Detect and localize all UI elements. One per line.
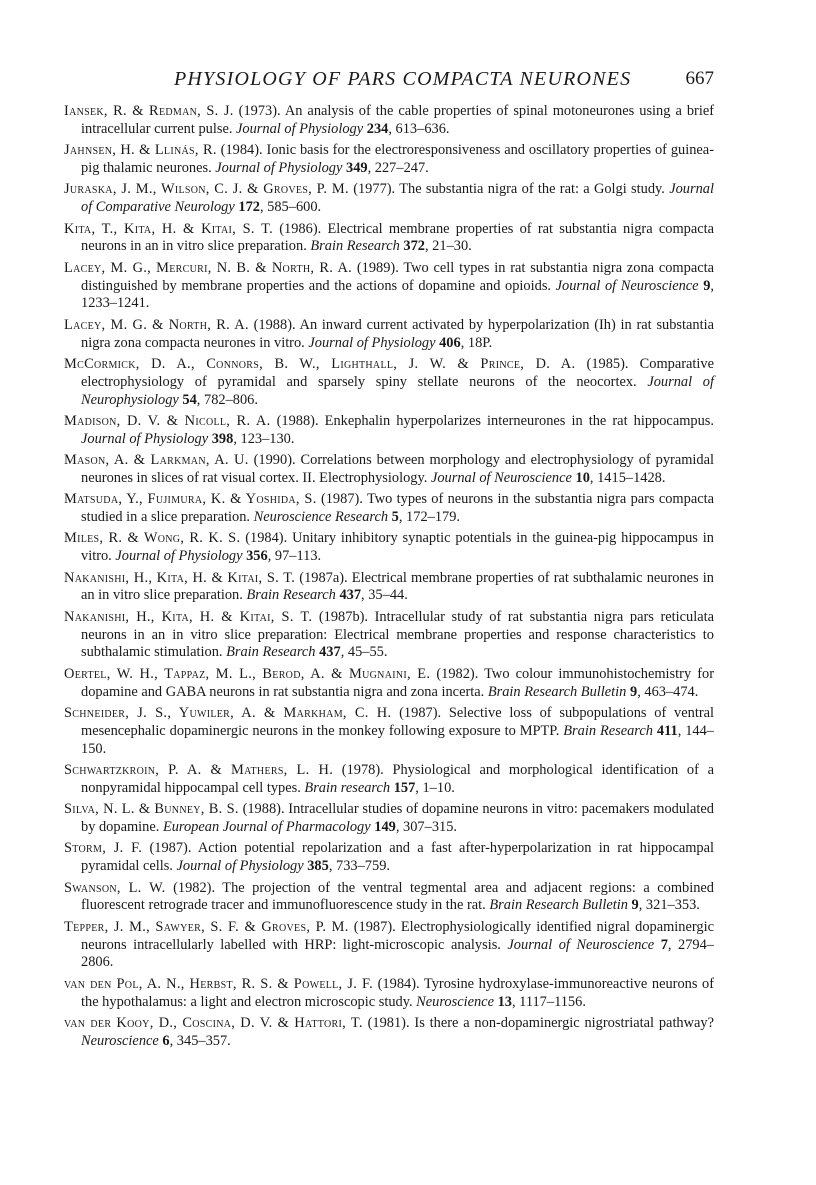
reference-volume: 149	[374, 818, 396, 835]
reference-pages: , 1233–1241.	[81, 277, 714, 312]
reference-entry-9	[64, 452, 714, 488]
reference-entry-20	[64, 919, 714, 972]
reference-text: (1986). Electrical membrane properties of rat substantia nigra compacta neurons in an in vitro slice preparation.	[81, 220, 714, 255]
running-title: PHYSIOLOGY OF PARS COMPACTA NEURONES	[174, 68, 632, 90]
reference-volume: 54	[182, 391, 197, 408]
reference-journal: Brain research	[304, 779, 391, 796]
reference-authors: Schneider, J. S., Yuwiler, A. & Markham, C. H.	[64, 705, 392, 722]
reference-volume: 437	[319, 644, 341, 661]
reference-text: (1987). Electrophysiologically identified nigral dopaminergic neurons intracellularly labelled with HRP: light-microscopic analysis.	[81, 918, 714, 953]
reference-text: (1981). Is there a non-dopaminergic nigrostriatal pathway?	[362, 1014, 714, 1031]
reference-volume: 411	[656, 722, 678, 739]
reference-authors: Miles, R. & Wong, R. K. S.	[64, 530, 241, 547]
page-header	[60, 68, 714, 98]
reference-entry-5	[64, 260, 714, 313]
reference-text: (1987). Action potential repolarization and a fast after-hyperpolarization in rat hippocampal pyramidal cells.	[81, 840, 714, 875]
reference-journal: Journal of Neuroscience	[507, 936, 655, 953]
reference-authors: Madison, D. V. & Nicoll, R. A.	[64, 412, 271, 429]
reference-pages: , 2794–2806.	[81, 936, 714, 971]
reference-pages: , 172–179.	[398, 509, 461, 526]
reference-authors: van den Pol, A. N., Herbst, R. S. & Powell, J. F.	[64, 975, 374, 992]
reference-text: (1984). Unitary inhibitory synaptic potentials in the guinea-pig hippocampus in vitro.	[81, 530, 714, 565]
reference-pages: , 21–30.	[424, 238, 472, 255]
reference-text: (1987b). Intracellular study of rat substantia nigra pars reticulata neurons in an in vitro slice preparation: Electrical membrane properties and response characteristics to subthalamic stimulation.	[81, 608, 714, 661]
reference-volume: 10	[575, 469, 590, 486]
reference-authors: Iansek, R. & Redman, S. J.	[64, 103, 234, 119]
reference-pages: , 144–150.	[81, 722, 714, 757]
reference-entry-13	[64, 609, 714, 662]
reference-journal: Brain Research	[563, 722, 653, 739]
reference-journal: Journal of Physiology	[215, 159, 343, 176]
reference-authors: Kita, T., Kita, H. & Kitai, S. T.	[64, 220, 273, 237]
reference-volume: 356	[246, 548, 268, 565]
reference-journal: Journal of Neurophysiology	[81, 373, 714, 408]
reference-journal: Journal of Neuroscience	[555, 277, 699, 294]
reference-authors: Mason, A. & Larkman, A. U.	[64, 452, 249, 469]
reference-pages: , 123–130.	[233, 430, 295, 447]
reference-pages: , 307–315.	[395, 818, 458, 835]
reference-pages: , 97–113.	[267, 548, 322, 565]
reference-journal: Journal of Physiology	[81, 430, 209, 447]
reference-entry-17	[64, 801, 714, 837]
reference-volume: 9	[703, 277, 711, 294]
reference-pages: , 782–806.	[196, 391, 258, 408]
reference-pages: , 18P.	[460, 334, 493, 351]
reference-entry-22	[64, 1015, 714, 1051]
reference-volume: 5	[391, 509, 399, 526]
reference-authors: McCormick, D. A., Connors, B. W., Lighthall, J. W. & Prince, D. A.	[64, 355, 576, 372]
reference-text: (1990). Correlations between morphology and electrophysiology of pyramidal neurones in slices of rat visual cortex. II. Electrophysiology.	[81, 452, 714, 486]
reference-journal: Brain Research Bulletin	[487, 683, 627, 700]
reference-text: (1982). Two colour immunohistochemistry for dopamine and GABA neurons in rat substantia nigra and zona incerta.	[81, 665, 714, 700]
reference-entry-1	[64, 103, 714, 139]
reference-volume: 6	[162, 1032, 170, 1049]
reference-pages: , 463–474.	[637, 683, 699, 700]
reference-authors: van der Kooy, D., Coscina, D. V. & Hattori, T.	[64, 1014, 363, 1031]
reference-volume: 437	[339, 587, 362, 604]
reference-pages: , 345–357.	[169, 1032, 231, 1049]
reference-entry-16	[64, 762, 714, 798]
reference-authors: Oertel, W. H., Tappaz, M. L., Berod, A. & Mugnaini, E.	[64, 665, 431, 682]
reference-entry-4	[64, 221, 714, 257]
reference-volume: 406	[439, 334, 461, 351]
reference-pages: , 45–55.	[340, 644, 388, 661]
reference-journal: Journal of Physiology	[236, 120, 364, 137]
reference-text: (1982). The projection of the ventral tegmental area and adjacent regions: a combined fluorescent retrograde tracer and immunofluorescence study in the rat.	[81, 879, 714, 914]
reference-authors: Silva, N. L. & Bunney, B. S.	[64, 801, 239, 818]
reference-text: (1987). Two types of neurons in the substantia nigra pars compacta studied in a slice preparation.	[81, 491, 714, 526]
reference-journal: Brain Research Bulletin	[489, 897, 628, 914]
reference-pages: , 1117–1156.	[511, 993, 586, 1010]
reference-text: (1973). An analysis of the cable properties of spinal motoneurones using a brief intracellular current pulse.	[81, 103, 715, 137]
page-number: 667	[685, 68, 714, 89]
reference-text: (1985). Comparative electrophysiology of pyramidal and sparsely spiny stellate neurons of the neocortex.	[81, 355, 714, 390]
reference-volume: 385	[307, 858, 329, 875]
reference-authors: Jahnsen, H. & Llinás, R.	[64, 142, 217, 159]
reference-journal: Journal of Neuroscience	[430, 469, 572, 486]
reference-volume: 9	[631, 897, 639, 914]
reference-journal: Journal of Physiology	[176, 858, 304, 875]
reference-authors: Nakanishi, H., Kita, H. & Kitai, S. T.	[64, 608, 313, 625]
reference-journal: Neuroscience	[81, 1032, 159, 1049]
reference-authors: Matsuda, Y., Fujimura, K. & Yoshida, S.	[64, 491, 317, 508]
reference-volume: 157	[393, 779, 416, 796]
reference-entry-6	[64, 317, 714, 353]
reference-volume: 172	[238, 199, 260, 216]
reference-journal: Brain Research	[310, 238, 400, 255]
reference-text: (1988). An inward current activated by hyperpolarization (Ih) in rat substantia nigra zona compacta neurones in vitro.	[81, 316, 714, 351]
reference-pages: , 1–10.	[415, 779, 455, 796]
reference-entry-12	[64, 570, 714, 606]
reference-pages: , 35–44.	[361, 587, 408, 604]
reference-list	[64, 103, 714, 1054]
reference-entry-14	[64, 666, 714, 702]
reference-authors: Lacey, M. G. & North, R. A.	[64, 316, 249, 333]
reference-volume: 13	[497, 993, 512, 1010]
reference-volume: 349	[346, 159, 368, 176]
reference-text: (1977). The substantia nigra of the rat: a Golgi study.	[348, 181, 670, 198]
reference-authors: Tepper, J. M., Sawyer, S. F. & Groves, P. M.	[64, 918, 349, 935]
reference-authors: Nakanishi, H., Kita, H. & Kitai, S. T.	[64, 569, 296, 586]
reference-entry-2	[64, 142, 714, 178]
reference-text: (1987). Selective loss of subpopulations of ventral mesencephalic dopaminergic neurons in the monkey following exposure to MPTP.	[81, 705, 714, 739]
reference-journal: Brain Research	[246, 587, 336, 604]
reference-pages: , 613–636.	[388, 120, 450, 137]
reference-entry-7	[64, 356, 714, 409]
reference-text: (1984). Tyrosine hydroxylase-immunoreactive neurons of the hypothalamus: a light and electron microscopic study.	[81, 975, 714, 1010]
reference-entry-15	[64, 705, 714, 758]
reference-volume: 9	[629, 683, 638, 700]
reference-volume: 372	[403, 238, 425, 255]
reference-entry-18	[64, 840, 714, 876]
reference-entry-10	[64, 491, 714, 527]
reference-text: (1988). Enkephalin hyperpolarizes interneurones in the rat hippocampus.	[270, 412, 714, 429]
reference-pages: , 733–759.	[328, 858, 390, 875]
reference-journal: Neuroscience	[416, 993, 494, 1010]
reference-volume: 398	[211, 430, 234, 447]
reference-authors: Juraska, J. M., Wilson, C. J. & Groves, P. M.	[64, 181, 349, 198]
reference-volume: 234	[366, 120, 389, 137]
reference-pages: , 1415–1428.	[589, 469, 666, 486]
reference-journal: Journal of Physiology	[115, 548, 243, 565]
reference-volume: 7	[660, 936, 668, 953]
reference-journal: Brain Research	[226, 644, 316, 661]
reference-text: (1978). Physiological and morphological identification of a nonpyramidal hippocampal cell types.	[81, 762, 714, 796]
reference-pages: , 585–600.	[259, 199, 322, 216]
reference-text: (1989). Two cell types in rat substantia nigra zona compacta distinguished by membrane properties and the actions of dopamine and opioids.	[81, 259, 714, 294]
reference-authors: Lacey, M. G., Mercuri, N. B. & North, R. A.	[64, 259, 353, 276]
reference-text: (1984). Ionic basis for the electroresponsiveness and oscillatory properties of guinea-pig thalamic neurones.	[81, 142, 714, 176]
reference-entry-19	[64, 880, 714, 916]
reference-authors: Schwartzkroin, P. A. & Mathers, L. H.	[64, 762, 334, 778]
reference-journal: Journal of Physiology	[308, 334, 436, 351]
reference-entry-3	[64, 181, 714, 217]
reference-authors: Swanson, L. W.	[64, 879, 166, 896]
reference-entry-8	[64, 413, 714, 449]
reference-journal: Neuroscience Research	[253, 509, 389, 526]
reference-journal: European Journal of Pharmacology	[162, 818, 371, 835]
reference-text: (1987a). Electrical membrane properties of rat subthalamic neurones in an in vitro slice preparation.	[81, 569, 714, 604]
reference-entry-21	[64, 976, 714, 1012]
reference-pages: , 227–247.	[367, 159, 429, 176]
reference-entry-11	[64, 530, 714, 566]
reference-journal: Journal of Comparative Neurology	[81, 181, 714, 216]
reference-pages: , 321–353.	[638, 897, 700, 914]
reference-authors: Storm, J. F.	[64, 840, 143, 857]
reference-text: (1988). Intracellular studies of dopamine neurons in vitro: pacemakers modulated by dopamine.	[81, 801, 714, 835]
